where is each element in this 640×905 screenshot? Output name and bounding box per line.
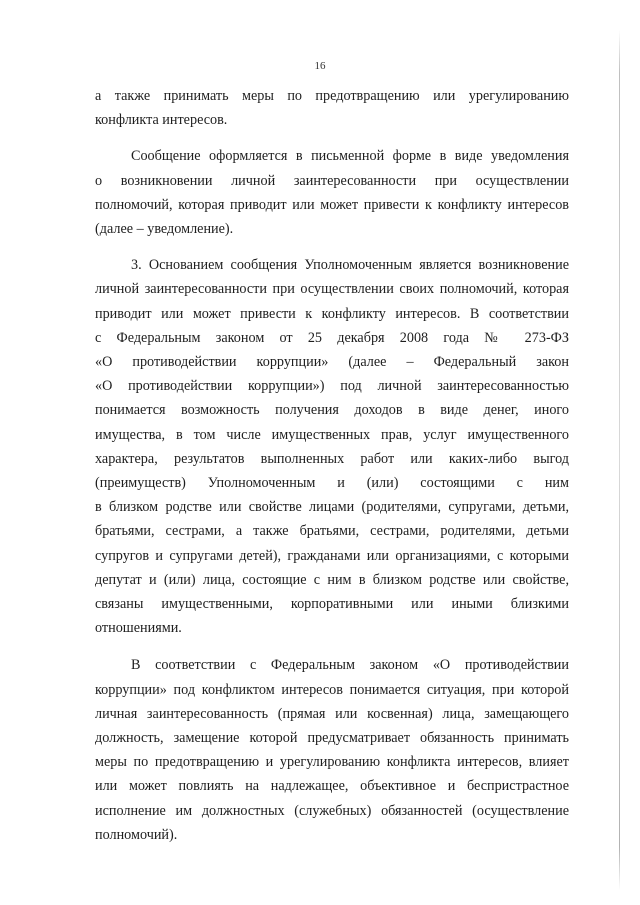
- text-line: или может повлиять на надлежащее, объективное и беспристрастное: [95, 778, 569, 795]
- paragraph-3: [95, 253, 569, 640]
- text-line: приводит или может привести к конфликту интересов. В соответствии: [95, 305, 569, 322]
- paragraph-2: [95, 144, 569, 241]
- text-line: характера, результатов выполненных работ или каких-либо выгод: [95, 450, 569, 467]
- text-line: в близком родстве или свойстве лицами (родителями, супругами, детьми,: [95, 499, 569, 516]
- text-line: связаны имущественными, корпоративными или иными близкими: [95, 596, 569, 613]
- text-line: братьями, сестрами, а также братьями, сестрами, родителями, детьми: [95, 523, 569, 540]
- text-line: полномочий).: [95, 826, 178, 843]
- paragraph-4: [95, 653, 569, 847]
- text-line: 3. Основанием сообщения Уполномоченным является возникновение: [131, 257, 569, 274]
- text-line: отношениями.: [95, 620, 182, 637]
- scan-edge-artifact: [619, 30, 620, 890]
- text-line: полномочий, которая приводит или может привести к конфликту интересов: [95, 196, 569, 213]
- text-line: должность, замещение которой предусматривает обязанность принимать: [95, 730, 569, 747]
- text-line: конфликта интересов.: [95, 112, 228, 129]
- text-line: коррупции» под конфликтом интересов понимается ситуация, при которой: [95, 681, 569, 698]
- text-line: В соответствии с Федеральным законом «О противодействии: [131, 657, 569, 674]
- text-line: меры по предотвращению и урегулированию конфликта интересов, влияет: [95, 754, 569, 771]
- text-line: депутат и (или) лица, состоящие с ним в близком родстве или свойстве,: [95, 571, 569, 588]
- text-line: о возникновении личной заинтересованности при осуществлении: [95, 172, 569, 189]
- text-line: супругов и супругами детей), гражданами или организациями, с которыми: [95, 547, 569, 564]
- paragraph-1: [95, 84, 569, 132]
- text-line: личной заинтересованности при осуществлении своих полномочий, которая: [95, 281, 569, 298]
- text-line: с Федеральным законом от 25 декабря 2008 года № 273-ФЗ: [95, 329, 569, 346]
- text-line: «О противодействии коррупции» (далее – Федеральный закон: [95, 354, 569, 371]
- text-line: имущества, в том числе имущественных прав, услуг имущественного: [95, 426, 569, 443]
- text-line: (преимуществ) Уполномоченным и (или) состоящими с ним: [95, 475, 569, 492]
- page-number: 16: [314, 60, 326, 72]
- text-line: «О противодействии коррупции») под личной заинтересованностью: [95, 378, 569, 395]
- text-line: личная заинтересованность (прямая или косвенная) лица, замещающего: [95, 705, 569, 722]
- text-line: понимается возможность получения доходов в виде денег, иного: [95, 402, 569, 419]
- text-line: Сообщение оформляется в письменной форме в виде уведомления: [131, 148, 569, 165]
- text-line: а также принимать меры по предотвращению или урегулированию: [95, 88, 569, 104]
- text-line: исполнение им должностных (служебных) обязанностей (осуществление: [95, 802, 569, 819]
- document-body: [95, 84, 569, 853]
- text-line: (далее – уведомление).: [95, 221, 234, 238]
